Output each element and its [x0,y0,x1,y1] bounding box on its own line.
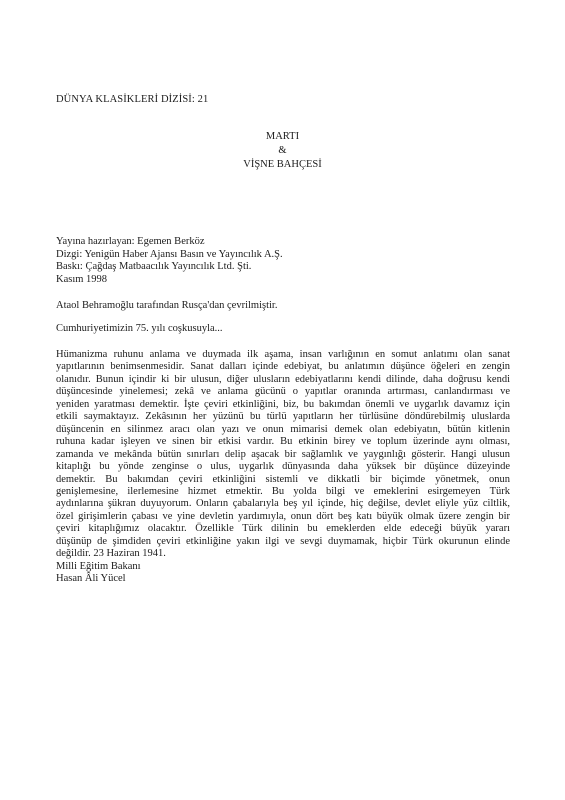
foreword-line: genişlemesine, ilerlemesine hizmet etmektir. Bu yolda bilgi ve emeklerini esirgemeyen Türk [56,485,510,497]
title-line-marti: MARTI [265,131,300,142]
foreword-line: çeviri kitaplığımız olacaktır. Özellikle Türk dilinin bu emeklerden elde edeceği büyük yararı [56,523,510,535]
foreword-line: zamanda ve mekânda bütün sınırları delip aşacak bir sağlamlık ve yaygınlığı gösterir. Hangi ulusun [56,448,510,460]
foreword-line: düşüncenin en silinmez aracı olan yazı ve onun mimarisi demek olan edebiyatın, bütün kitlenin [56,423,510,435]
credit-printing: Baskı: Çağdaş Matbaacılık Yayıncılık Ltd. Şti. [56,261,252,273]
foreword-line: ruhuna kadar işleyen ve sinen bir etkisi vardır. Bu etkinin birey ve toplum üzerinde aynı olması, [56,436,510,448]
credits-block [56,236,283,286]
foreword-line: düşünüp de şimdiden çeviri etkinliğine yakın ilgi ve sevgi duymamak, hiçbir Türk okurunun elinde [56,535,510,547]
foreword-line: düşüncesinde yinelemesi; zekâ ve anlama gücünü o yapıtlar oranında artırması, canlandırması ve [56,386,510,398]
foreword-line: kitaplığı bu yönde zenginse o ulus, uygarlık dünyasında daha yüksek bir düşünce düzeyinde [56,461,510,473]
title-line-visne-bahcesi: VİŞNE BAHÇESİ [243,159,322,170]
foreword-line: Hümanizma ruhunu anlama ve duymada ilk aşama, insan varlığının en somut anlatımı olan sanat [56,349,510,360]
foreword-line: değildir. 23 Haziran 1941. [56,548,166,560]
signature-name: Hasan Âli Yücel [56,573,126,585]
dedication: Cumhuriyetimizin 75. yılı coşkusuyla... [56,323,223,334]
credit-editor: Yayına hazırlayan: Egemen Berköz [56,236,205,247]
foreword [56,349,510,586]
signature-title: Milli Eğitim Bakanı [56,560,141,572]
foreword-line: yapıtlarının benimsenmesidir. Sanat dalları içinde edebiyat, bu anlatımın düşünce öğeleri en zengin [56,361,510,373]
foreword-line: demektir. Bu bakımdan çeviri etkinliğini sistemli ve dikkatli bir biçimde yönetmek, onun [56,473,510,485]
foreword-line: aydınlarına şükran duyuyorum. Onların çabalarıyla beş yıl içinde, hiç değilse, devlet eliyle yüz ciltlik, [56,498,510,510]
translator-note: Ataol Behramoğlu tarafından Rusça'dan çevrilmiştir. [56,300,278,311]
foreword-line: yeniden yaratması demektir. İşte çeviri etkinliğini, biz, bu bakımdan önemli ve uygarlık davamız için [56,398,510,410]
title-ampersand: & [278,145,287,156]
series-line: DÜNYA KLASİKLERİ DİZİSİ: 21 [56,94,209,105]
foreword-line: özel girişimlerin çabası ve yine devletin yardımıyla, onun dört beş katı büyük olmak üzere zengin bir [56,510,510,522]
foreword-line: etkili saymaktayız. Zekâsının her yüzünü bu türlü yapıtların her türlüsüne döndürebilmiş uluslarda [56,411,510,423]
credit-date: Kasım 1998 [56,273,108,285]
title-block [0,130,565,172]
credit-typesetting: Dizgi: Yenigün Haber Ajansı Basın ve Yayıncılık A.Ş. [56,248,283,260]
foreword-line: olanıdır. Bunun içindir ki bir ulusun, diğer ulusların edebiyatlarını kendi dilinde, daha doğrusu kendi [56,373,510,385]
